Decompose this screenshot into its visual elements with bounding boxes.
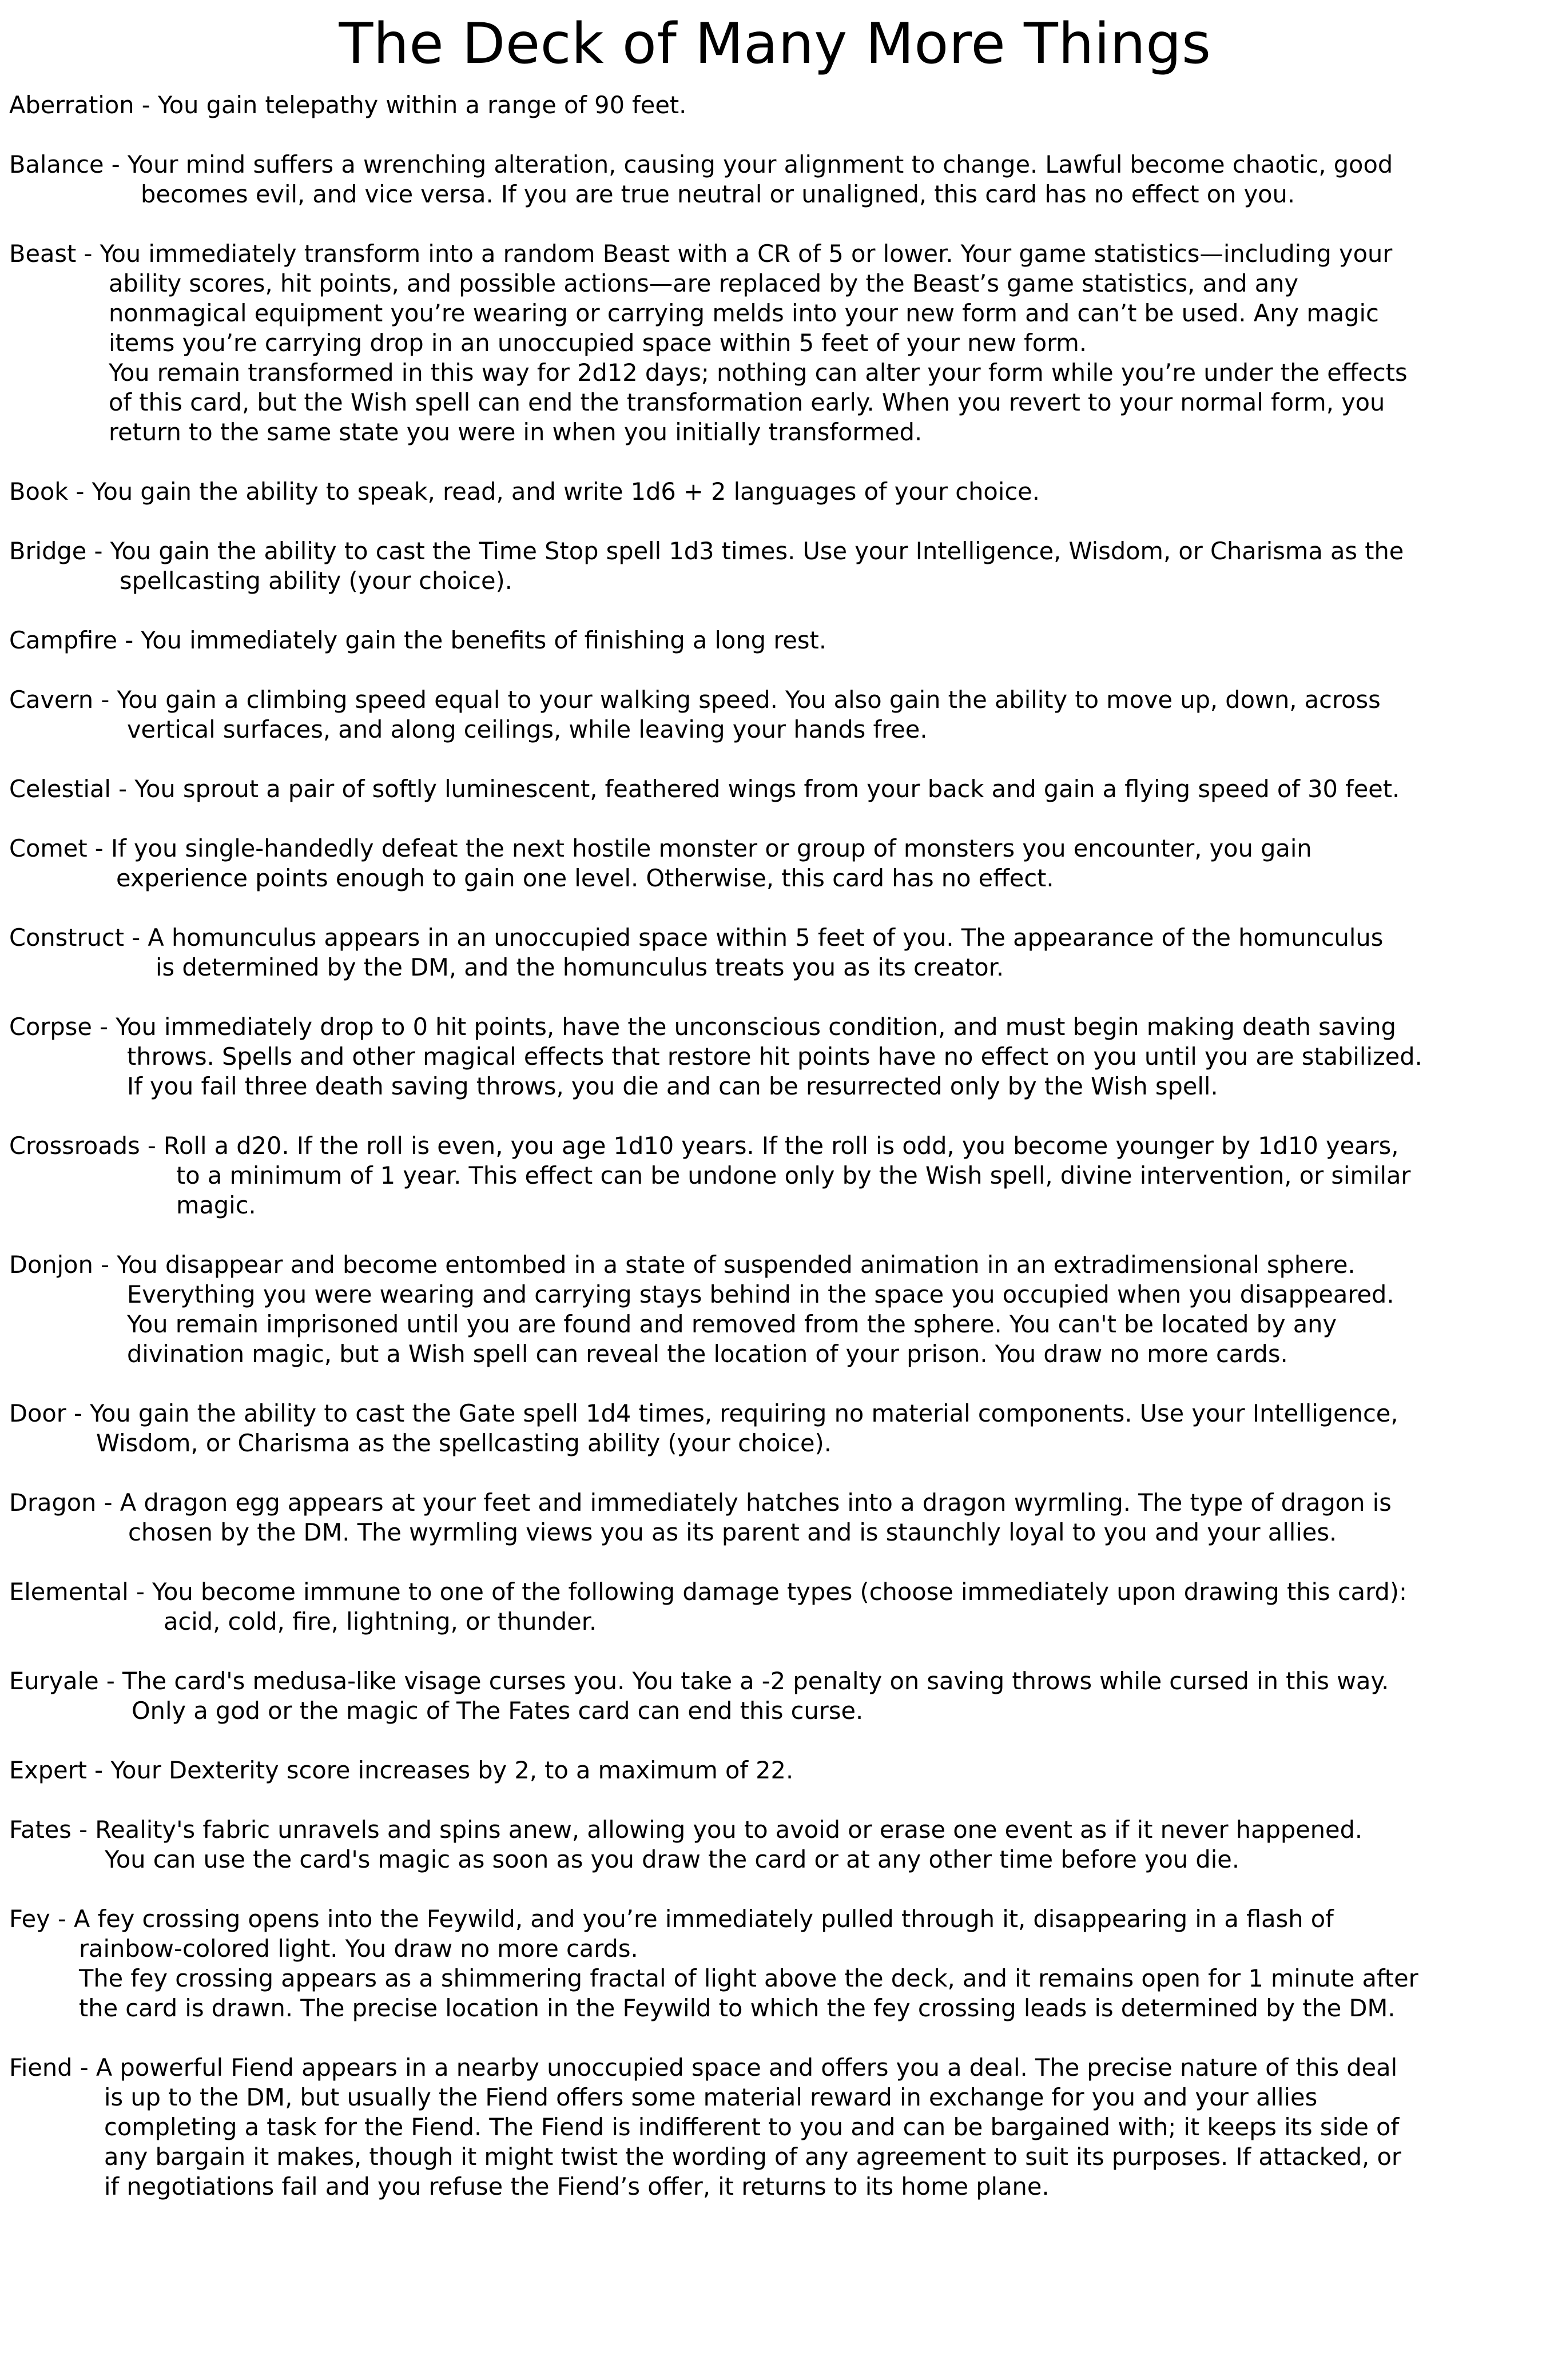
entry-line: Donjon - You disappear and become entombed in a state of suspended animation in an extradimensional sphere. — [9, 1251, 1356, 1279]
entry-line: The fey crossing appears as a shimmering fractal of light above the deck, and it remains open for 1 minute after — [79, 1964, 1418, 1992]
entry-line: becomes evil, and vice versa. If you are true neutral or unaligned, this card has no effect on you. — [141, 180, 1295, 208]
entry-line: Only a god or the magic of The Fates card can end this curse. — [132, 1697, 864, 1725]
entry-line: spellcasting ability (your choice). — [120, 567, 512, 595]
entry-line: Cavern - You gain a climbing speed equal to your walking speed. You also gain the ability to move up, down, across — [9, 686, 1381, 714]
entry-line: Door - You gain the ability to cast the Gate spell 1d4 times, requiring no material components. Use your Intelligence, — [9, 1399, 1398, 1427]
entry-line: Construct - A homunculus appears in an unoccupied space within 5 feet of you. The appearance of the homunculus — [9, 924, 1384, 952]
entry-line: the card is drawn. The precise location in the Feywild to which the fey crossing leads is determined by the DM. — [79, 1994, 1396, 2022]
card-entry-fiend — [9, 2053, 1541, 2202]
entry-line: You remain transformed in this way for 2d12 days; nothing can alter your form while you’re under the effects — [109, 359, 1408, 387]
entry-line: You can use the card's magic as soon as you draw the card or at any other time before you die. — [105, 1845, 1240, 1873]
entry-line: completing a task for the Fiend. The Fiend is indifferent to you and can be bargained with; it keeps its side of — [104, 2113, 1400, 2141]
entry-line: acid, cold, fire, lightning, or thunder. — [164, 1607, 597, 1635]
entry-line: Campfire - You immediately gain the benefits of finishing a long rest. — [9, 626, 827, 654]
entry-line: Fey - A fey crossing opens into the Feywild, and you’re immediately pulled through it, disappearing in a flash of — [9, 1905, 1334, 1933]
card-entry-construct — [9, 923, 1541, 982]
card-entry-cavern — [9, 685, 1541, 745]
entry-line: Bridge - You gain the ability to cast the Time Stop spell 1d3 times. Use your Intelligence, Wisdom, or Charisma as the — [9, 537, 1404, 565]
entry-line: throws. Spells and other magical effects that restore hit points have no effect on you until you are stabilized. — [127, 1042, 1422, 1070]
card-entry-door — [9, 1399, 1541, 1458]
card-entry-beast — [9, 239, 1541, 447]
card-entry-expert — [9, 1756, 1541, 1785]
entry-line: magic. — [176, 1191, 256, 1219]
card-entry-crossroads — [9, 1131, 1541, 1220]
entry-line: Crossroads - Roll a d20. If the roll is even, you age 1d10 years. If the roll is odd, you become younger by 1d10 years, — [9, 1132, 1399, 1160]
entry-line: nonmagical equipment you’re wearing or carrying melds into your new form and can’t be used. Any magic — [109, 299, 1379, 327]
entry-line: Elemental - You become immune to one of the following damage types (choose immediately upon drawing this card): — [9, 1578, 1407, 1606]
entry-line: is determined by the DM, and the homunculus treats you as its creator. — [156, 953, 1004, 981]
card-entry-campfire — [9, 626, 1541, 655]
entry-line: vertical surfaces, and along ceilings, while leaving your hands free. — [127, 715, 928, 743]
card-entry-euryale — [9, 1666, 1541, 1726]
entry-line: any bargain it makes, though it might twist the wording of any agreement to suit its purposes. If attacked, or — [104, 2143, 1401, 2171]
entry-line: Celestial - You sprout a pair of softly luminescent, feathered wings from your back and gain a flying speed of 30 feet. — [9, 775, 1400, 803]
entry-line: Euryale - The card's medusa-like visage curses you. You take a -2 penalty on saving throws while cursed in this way. — [9, 1667, 1389, 1695]
card-entry-book — [9, 477, 1541, 507]
entry-line: to a minimum of 1 year. This effect can be undone only by the Wish spell, divine intervention, or similar — [176, 1161, 1411, 1189]
card-list — [9, 90, 1541, 2202]
entry-line: of this card, but the Wish spell can end the transformation early. When you revert to your normal form, you — [109, 388, 1385, 416]
entry-line: Fiend - A powerful Fiend appears in a nearby unoccupied space and offers you a deal. The precise nature of this deal — [9, 2053, 1398, 2081]
card-entry-donjon — [9, 1250, 1541, 1369]
entry-line: Aberration - You gain telepathy within a range of 90 feet. — [9, 91, 687, 119]
entry-line: Book - You gain the ability to speak, read, and write 1d6 + 2 languages of your choice. — [9, 477, 1040, 506]
entry-line: return to the same state you were in when you initially transformed. — [109, 418, 923, 446]
card-entry-corpse — [9, 1012, 1541, 1101]
entry-line: Wisdom, or Charisma as the spellcasting ability (your choice). — [96, 1429, 832, 1457]
card-entry-elemental — [9, 1577, 1541, 1637]
card-entry-fates — [9, 1815, 1541, 1874]
page-title: The Deck of Many More Things — [339, 11, 1211, 77]
card-entry-dragon — [9, 1488, 1541, 1547]
card-entry-bridge — [9, 536, 1541, 596]
entry-line: If you fail three death saving throws, you die and can be resurrected only by the Wish spell. — [127, 1072, 1218, 1100]
card-entry-comet — [9, 834, 1541, 893]
entry-line: You remain imprisoned until you are found and removed from the sphere. You can't be located by any — [127, 1310, 1337, 1338]
entry-line: Dragon - A dragon egg appears at your feet and immediately hatches into a dragon wyrmling. The type of dragon is — [9, 1489, 1392, 1517]
entry-line: rainbow-colored light. You draw no more cards. — [79, 1935, 638, 1963]
card-entry-aberration — [9, 90, 1541, 120]
entry-line: Expert - Your Dexterity score increases by 2, to a maximum of 22. — [9, 1756, 794, 1784]
entry-line: Everything you were wearing and carrying stays behind in the space you occupied when you disappeared. — [127, 1280, 1394, 1308]
entry-line: Beast - You immediately transform into a random Beast with a CR of 5 or lower. Your game statistics—including your — [9, 240, 1393, 268]
entry-line: chosen by the DM. The wyrmling views you as its parent and is staunchly loyal to you and your allies. — [128, 1518, 1337, 1546]
entry-line: experience points enough to gain one level. Otherwise, this card has no effect. — [116, 864, 1054, 892]
entry-line: Comet - If you single-handedly defeat the next hostile monster or group of monsters you encounter, you gain — [9, 834, 1312, 862]
entry-line: ability scores, hit points, and possible actions—are replaced by the Beast’s game statistics, and any — [109, 269, 1299, 297]
card-entry-fey — [9, 1904, 1541, 2023]
entry-line: Fates - Reality's fabric unravels and spins anew, allowing you to avoid or erase one event as if it never happened. — [9, 1816, 1363, 1844]
card-entry-balance — [9, 150, 1541, 209]
entry-line: divination magic, but a Wish spell can reveal the location of your prison. You draw no more cards. — [127, 1340, 1288, 1368]
entry-line: items you’re carrying drop in an unoccupied space within 5 feet of your new form. — [109, 329, 1087, 357]
entry-line: Corpse - You immediately drop to 0 hit points, have the unconscious condition, and must begin making death saving — [9, 1013, 1396, 1041]
entry-line: Balance - Your mind suffers a wrenching alteration, causing your alignment to change. Lawful become chaotic, good — [9, 150, 1393, 178]
entry-line: if negotiations fail and you refuse the Fiend’s offer, it returns to its home plane. — [104, 2172, 1050, 2200]
entry-line: is up to the DM, but usually the Fiend offers some material reward in exchange for you and your allies — [104, 2083, 1318, 2111]
card-entry-celestial — [9, 774, 1541, 804]
